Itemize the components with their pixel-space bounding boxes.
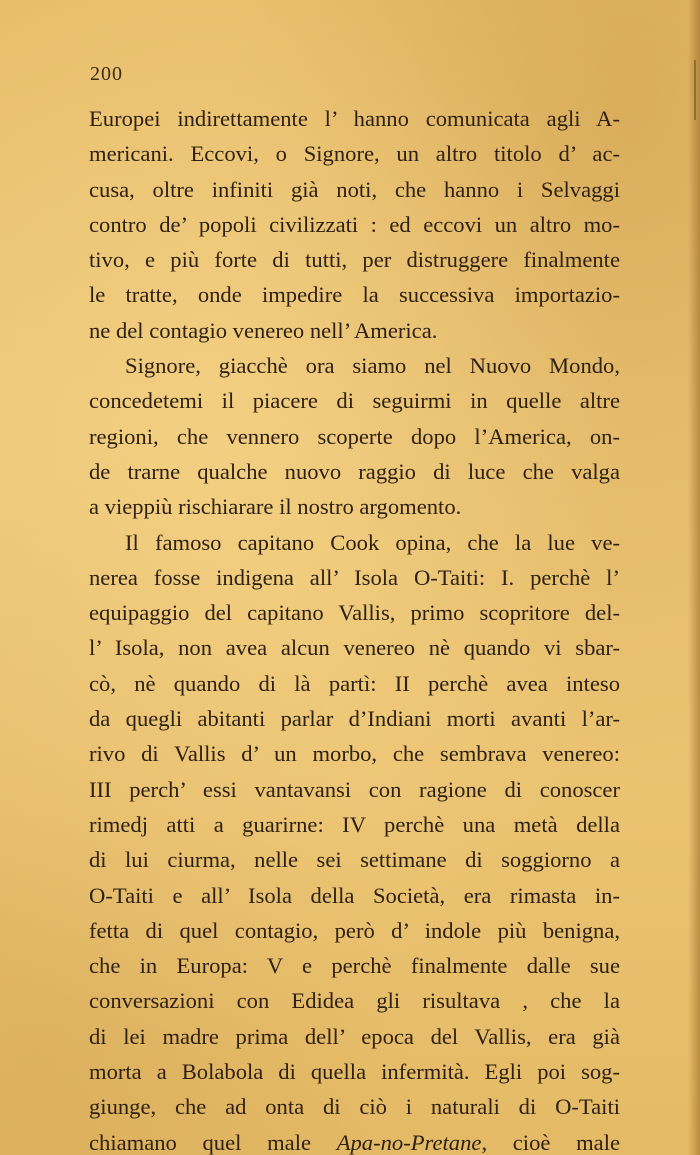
text-line: III perch’ essi vantavansi con ragione di conoscer <box>89 776 620 802</box>
final-line-end: , cioè male <box>481 1129 620 1155</box>
text-line: le tratte, onde impedire la successiva importazio- <box>89 282 620 308</box>
text-line-final <box>89 1125 620 1155</box>
text-line: conversazioni con Edidea gli risultava , che la <box>89 988 620 1014</box>
text-line: da quegli abitanti parlar d’Indiani morti avanti l’ar- <box>89 706 620 732</box>
text-line: cusa, oltre infiniti già noti, che hanno i Selvaggi <box>89 176 620 202</box>
text-line: ne del contagio venereo nell’ America. <box>89 317 438 343</box>
text-line: mericani. Eccovi, o Signore, un altro titolo d’ ac- <box>89 141 620 167</box>
text-line: nerea fosse indigena all’ Isola O-Taiti: I. perchè l’ <box>89 564 620 590</box>
text-line: Europei indirettamente l’ hanno comunicata agli A- <box>89 106 620 131</box>
paragraph-start-line: Il famoso capitano Cook opina, che la lue ve- <box>125 529 620 555</box>
text-line: l’ Isola, non avea alcun venereo nè quando vi sbar- <box>89 635 620 661</box>
page-edge-mark <box>694 60 696 120</box>
page-number: 200 <box>90 63 123 85</box>
final-line-start: chiamano quel male <box>89 1129 312 1155</box>
text-line: morta a Bolabola di quella infermità. Egli poi sog- <box>89 1059 620 1085</box>
text-line: cò, nè quando di là partì: II perchè avea inteso <box>89 670 620 696</box>
text-line: regioni, che vennero scoperte dopo l’America, on- <box>89 423 620 449</box>
text-line: a vieppiù rischiarare il nostro argomento. <box>89 494 462 520</box>
text-line: O-Taiti e all’ Isola della Società, era rimasta in- <box>89 882 620 908</box>
page-edge-shadow <box>688 0 700 1155</box>
body-text <box>89 101 620 1155</box>
text-line: rivo di Vallis d’ un morbo, che sembrava venereo: <box>89 741 620 767</box>
text-line: di lei madre prima dell’ epoca del Vallis, era già <box>89 1023 620 1049</box>
text-line: contro de’ popoli civilizzati : ed eccovi un altro mo- <box>89 211 620 237</box>
text-line: concedetemi il piacere di seguirmi in quelle altre <box>89 388 620 414</box>
text-line: che in Europa: V e perchè finalmente dalle sue <box>89 953 620 979</box>
text-line: tivo, e più forte di tutti, per distruggere finalmente <box>89 247 620 273</box>
text-line: giunge, che ad onta di ciò i naturali di O-Taiti <box>89 1094 620 1120</box>
text-line: di lui ciurma, nelle sei settimane di soggiorno a <box>89 847 620 873</box>
text-line: equipaggio del capitano Vallis, primo scopritore del- <box>89 600 620 626</box>
paragraph-start-line: Signore, giacchè ora siamo nel Nuovo Mondo, <box>125 353 620 379</box>
italic-term: Apa-no-Pretane <box>336 1129 482 1155</box>
text-line: de trarne qualche nuovo raggio di luce che valga <box>89 458 620 484</box>
text-line: fetta di quel contagio, però d’ indole più benigna, <box>89 917 620 943</box>
text-line: rimedj atti a guarirne: IV perchè una metà della <box>89 811 620 837</box>
